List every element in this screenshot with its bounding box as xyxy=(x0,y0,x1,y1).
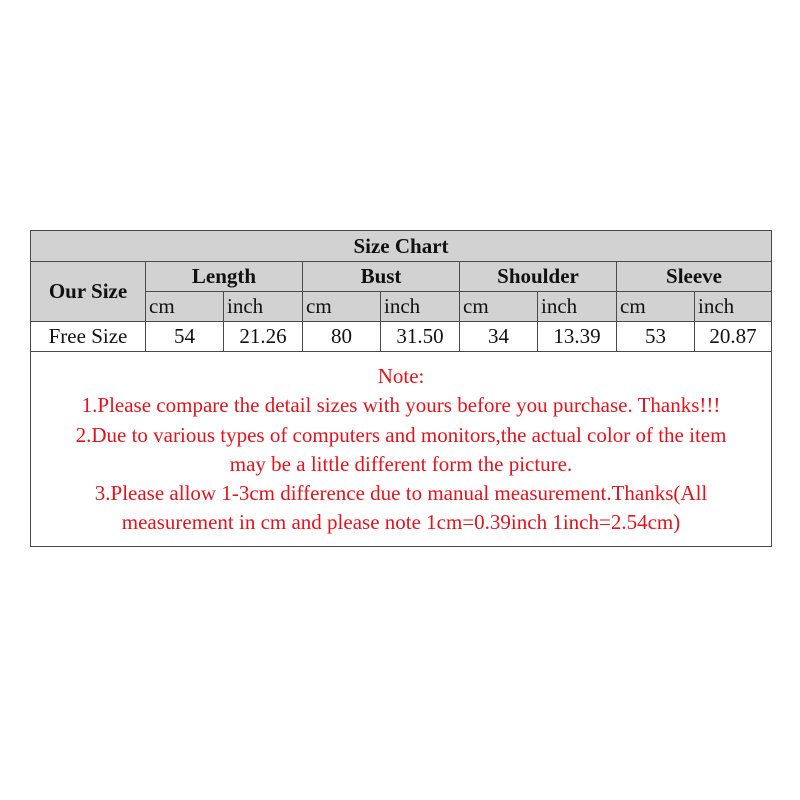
sleeve-inch-value: 20.87 xyxy=(695,322,772,352)
bust-inch-unit: inch xyxy=(381,292,460,322)
size-label-cell: Free Size xyxy=(31,322,146,352)
size-chart-table xyxy=(30,230,772,547)
bust-cm-value: 80 xyxy=(303,322,381,352)
length-header: Length xyxy=(146,262,303,292)
title-row xyxy=(31,231,772,262)
length-inch-unit: inch xyxy=(224,292,303,322)
notes-row xyxy=(31,352,772,547)
notes-section xyxy=(31,352,772,547)
note-line-5: measurement in cm and please note 1cm=0.39inch 1inch=2.54cm) xyxy=(121,510,681,535)
length-cm-value: 54 xyxy=(146,322,224,352)
shoulder-inch-value: 13.39 xyxy=(538,322,617,352)
measurement-header-row xyxy=(31,262,772,292)
chart-title: Size Chart xyxy=(31,231,772,262)
sleeve-cm-value: 53 xyxy=(617,322,695,352)
sleeve-inch-unit: inch xyxy=(695,292,772,322)
note-line-2: 2.Due to various types of computers and monitors,the actual color of the item xyxy=(75,422,727,447)
bust-header: Bust xyxy=(303,262,460,292)
shoulder-cm-unit: cm xyxy=(460,292,538,322)
shoulder-cm-value: 34 xyxy=(460,322,538,352)
bust-cm-unit: cm xyxy=(303,292,381,322)
length-inch-value: 21.26 xyxy=(224,322,303,352)
sleeve-cm-unit: cm xyxy=(617,292,695,322)
note-line-3: may be a little different form the picture. xyxy=(229,451,573,476)
shoulder-inch-unit: inch xyxy=(538,292,617,322)
note-heading: Note: xyxy=(377,364,425,388)
our-size-header: Our Size xyxy=(31,262,146,322)
table-row xyxy=(31,322,772,352)
shoulder-header: Shoulder xyxy=(460,262,617,292)
bust-inch-value: 31.50 xyxy=(381,322,460,352)
note-line-1: 1.Please compare the detail sizes with yours before you purchase. Thanks!!! xyxy=(81,393,721,418)
note-line-4: 3.Please allow 1-3cm difference due to manual measurement.Thanks(All xyxy=(94,481,708,506)
length-cm-unit: cm xyxy=(146,292,224,322)
sleeve-header: Sleeve xyxy=(617,262,772,292)
